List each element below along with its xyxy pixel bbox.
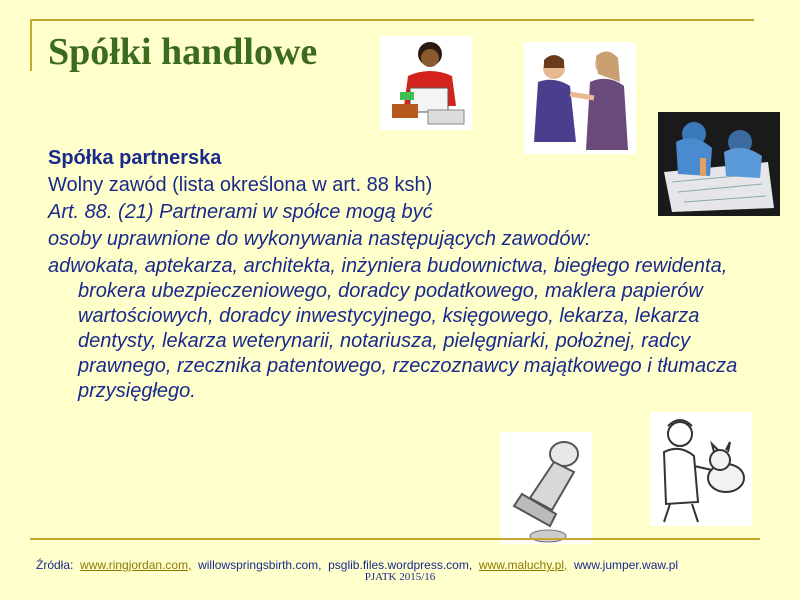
body-heading: Spółka partnerska — [48, 147, 222, 169]
sources-label: Źródła: — [36, 558, 74, 572]
slide-body — [48, 146, 738, 404]
clerk-clipart-image — [380, 36, 472, 130]
body-professions-list: adwokata, aptekarza, architekta, inżyniera budownictwa, biegłego rewidenta, brokera ubezpieczeniowego, doradcy podatkowego, maklera papierów wartościowych, doradcy inwestycyjnego, księgowego, lekarza, lekarza dentysty, lekarza weterynarii, notariusza, pielęgniarki, położnej, radcy prawnego, rzecznika patentowego, rzeczoznawcy majątkowego i tłumacza przysięgłego. — [48, 255, 738, 402]
body-line-article: Art. 88. (21) Partnerami w spółce mogą być — [48, 201, 433, 223]
bottom-rule — [30, 538, 760, 540]
footer-sources — [36, 558, 678, 572]
body-line-persons: osoby uprawnione do wykonywania następujących zawodów: — [48, 228, 591, 250]
source-link-psglib[interactable]: psglib.files.wordpress.com, — [328, 558, 473, 572]
midwife-clipart-image — [524, 42, 636, 154]
vet-clipart-image — [650, 412, 752, 526]
body-line-profession: Wolny zawód (lista określona w art. 88 ksh) — [48, 174, 433, 196]
source-link-willowsprings[interactable]: willowspringsbirth.com, — [198, 558, 322, 572]
source-link-maluchy[interactable]: www.maluchy.pl, — [478, 558, 568, 572]
slide-title: Spółki handlowe — [48, 31, 318, 73]
source-link-ringjordan[interactable]: www.ringjordan.com, — [80, 558, 192, 572]
source-link-jumper[interactable]: www.jumper.waw.pl — [574, 558, 679, 572]
footer-page-label: PJATK 2015/16 — [364, 571, 436, 583]
top-rule — [30, 19, 754, 21]
left-accent-rule — [30, 19, 32, 71]
stamp-clipart-image — [500, 432, 592, 544]
